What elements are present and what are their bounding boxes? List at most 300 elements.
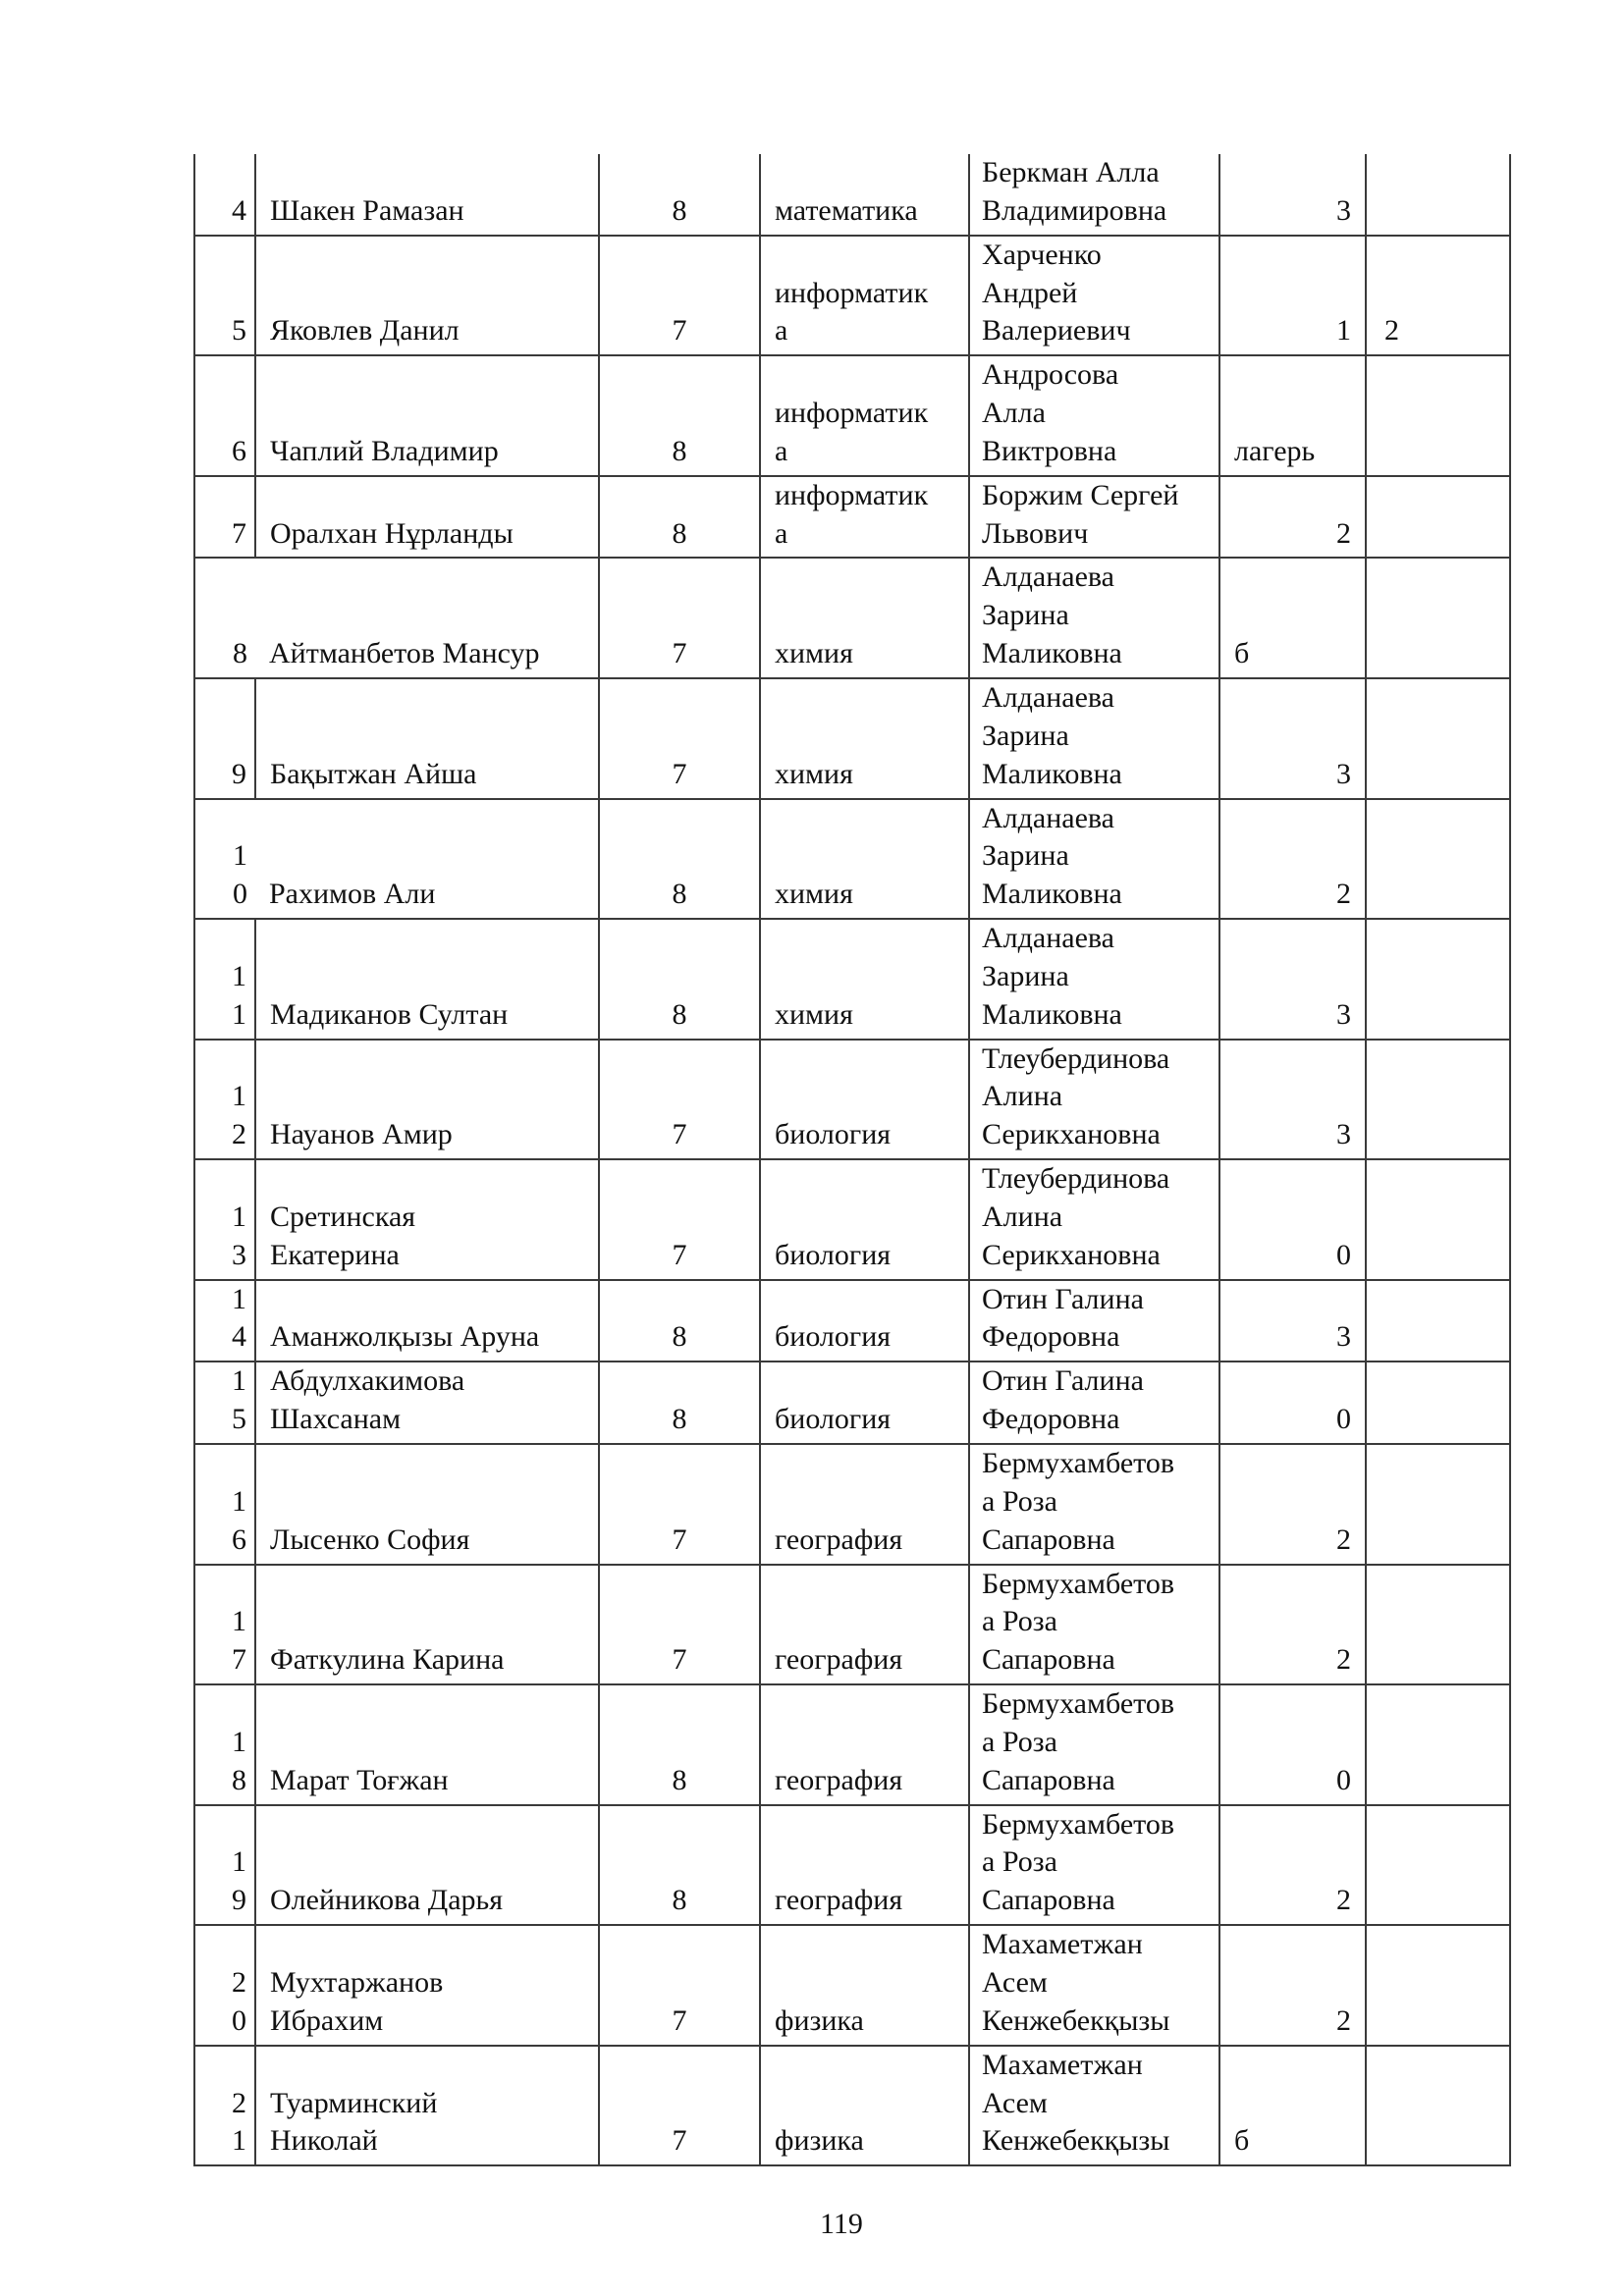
score-cell [1219, 1684, 1366, 1805]
teacher-cell [969, 1040, 1219, 1160]
subject-cell-line: биология [775, 1320, 892, 1354]
row-number-cell [194, 1565, 255, 1685]
student-name-cell-line: Николай [270, 2124, 378, 2158]
student-name-cell-line: Туарминский [270, 2086, 438, 2119]
row-number-cell-line: 8 [232, 1763, 246, 1796]
score-cell [1219, 1565, 1366, 1685]
subject-cell-line: а [775, 314, 788, 347]
row-number-cell [194, 1925, 255, 2046]
grade-cell-text: 8 [672, 434, 687, 467]
grade-cell [599, 1280, 760, 1362]
row-number-cell-line: 5 [232, 1403, 246, 1436]
student-name-cell-line: Марат Тоғжан [270, 1763, 449, 1796]
score-cell [1219, 2046, 1366, 2166]
row-number-cell-line: 7 [232, 1643, 246, 1677]
score-cell [1219, 476, 1366, 559]
teacher-cell-line: Маликовна [982, 637, 1122, 670]
row-number-cell [194, 1684, 255, 1805]
student-name-cell [255, 1805, 599, 1926]
subject-cell-line: а [775, 516, 788, 550]
grade-cell [599, 799, 760, 920]
row-number-cell-line: 1 [232, 1605, 246, 1638]
score-cell-text: 3 [1336, 997, 1351, 1031]
row-number-cell-line: 3 [232, 1238, 246, 1271]
subject-cell-line: информатик [775, 276, 929, 309]
table-row [194, 236, 1510, 356]
student-name-cell [255, 2046, 599, 2166]
teacher-cell [969, 1805, 1219, 1926]
student-name-cell-line: Рахимов Али [269, 878, 436, 911]
student-name-cell [255, 919, 599, 1040]
subject-cell-line: химия [775, 997, 853, 1031]
student-name-cell-line: Бақытжан Айша [270, 757, 477, 790]
subject-cell-line: информатик [775, 478, 929, 511]
score-cell-text: 3 [1336, 193, 1351, 227]
grade-cell-text: 7 [672, 2124, 687, 2158]
grade-cell-text: 7 [672, 757, 687, 790]
row-number-cell-line: 6 [232, 1522, 246, 1556]
row-number-cell-line: 7 [232, 516, 246, 550]
row-number-cell-line: 2 [232, 1965, 246, 1999]
subject-cell [760, 236, 969, 356]
teacher-cell-line: Алданаева [982, 680, 1114, 714]
row-number-cell [194, 1362, 255, 1444]
table-row [194, 1684, 1510, 1805]
score-cell-text: 2 [1336, 516, 1351, 550]
teacher-cell-line: Алла [982, 397, 1046, 430]
grade-cell-text: 7 [672, 1522, 687, 1556]
grade-cell [599, 558, 760, 678]
grade-cell-text: 8 [672, 193, 687, 227]
score-cell-text: лагерь [1234, 434, 1316, 467]
score-cell [1219, 799, 1366, 920]
teacher-cell-line: Отин Галина [982, 1282, 1144, 1315]
table-row [194, 1925, 1510, 2046]
grade-cell-text: 7 [672, 1238, 687, 1271]
score-cell-text: 2 [1336, 1522, 1351, 1556]
score-cell [1219, 1040, 1366, 1160]
score-cell [1219, 355, 1366, 476]
student-name-cell [255, 1040, 599, 1160]
student-name-cell-line: Абдулхакимова [270, 1364, 465, 1398]
teacher-cell-line: Сапаровна [982, 1643, 1115, 1677]
teacher-cell-line: Федоровна [982, 1403, 1120, 1436]
score-cell [1219, 1362, 1366, 1444]
subject-cell [760, 1444, 969, 1565]
score-cell [1219, 1444, 1366, 1565]
teacher-cell-line: Бермухамбетов [982, 1807, 1175, 1841]
student-name-cell-line: Лысенко София [270, 1522, 470, 1556]
row-number-cell [194, 1159, 255, 1280]
grade-cell [599, 154, 760, 236]
extra-cell [1366, 1684, 1510, 1805]
student-name-cell [255, 1925, 599, 2046]
teacher-cell-line: Зарина [982, 959, 1069, 992]
extra-cell [1366, 1444, 1510, 1565]
teacher-cell-line: Алданаева [982, 561, 1114, 594]
teacher-cell-line: Тлеубердинова [982, 1162, 1170, 1196]
row-number-cell-line: 1 [232, 1845, 246, 1879]
table-row [194, 1444, 1510, 1565]
subject-cell [760, 1280, 969, 1362]
extra-cell-text: 2 [1384, 314, 1399, 347]
student-name-cell [255, 1565, 599, 1685]
teacher-cell [969, 1362, 1219, 1444]
subject-cell [760, 919, 969, 1040]
row-number-cell [194, 678, 255, 799]
subject-cell [760, 558, 969, 678]
row-number-cell-line: 4 [232, 1320, 246, 1354]
table-row [194, 154, 1510, 236]
student-name-cell-line: Шахсанам [270, 1403, 402, 1436]
row-number-cell [194, 558, 255, 678]
row-number-cell-line: 9 [232, 757, 246, 790]
table-row [194, 2046, 1510, 2166]
row-number-cell-line: 1 [232, 1484, 246, 1518]
subject-cell-line: химия [775, 637, 853, 670]
row-number-cell-line: 0 [232, 2003, 246, 2037]
student-name-cell-line: Шакен Рамазан [270, 193, 464, 227]
grade-cell [599, 355, 760, 476]
grade-cell [599, 236, 760, 356]
teacher-cell-line: Асем [982, 2086, 1048, 2119]
row-number-cell-line: 9 [232, 1884, 246, 1917]
grade-cell [599, 1925, 760, 2046]
score-cell [1219, 678, 1366, 799]
teacher-cell-line: а Роза [982, 1725, 1057, 1758]
student-name-cell-line: Мухтаржанов [270, 1965, 444, 1999]
score-cell-text: 0 [1336, 1403, 1351, 1436]
subject-cell [760, 476, 969, 559]
teacher-cell-line: Кенжебекқызы [982, 2124, 1170, 2158]
student-name-cell [255, 1444, 599, 1565]
teacher-cell-line: Сапаровна [982, 1522, 1115, 1556]
row-number-cell-line: 2 [232, 2086, 246, 2119]
teacher-cell-line: Бермухамбетов [982, 1567, 1175, 1600]
score-cell [1219, 558, 1366, 678]
teacher-cell-line: Асем [982, 1965, 1048, 1999]
extra-cell [1366, 476, 1510, 559]
row-number-cell [194, 1040, 255, 1160]
student-name-cell-line: Фаткулина Карина [270, 1643, 505, 1677]
row-number-cell [194, 1280, 255, 1362]
row-number-cell [194, 799, 255, 920]
extra-cell [1366, 2046, 1510, 2166]
student-name-cell-line: Мадиканов Султан [270, 997, 509, 1031]
subject-cell [760, 1362, 969, 1444]
grade-cell [599, 2046, 760, 2166]
grade-cell [599, 919, 760, 1040]
row-number-cell-line: 1 [232, 997, 246, 1031]
row-number-cell [194, 2046, 255, 2166]
score-cell-text: б [1234, 2124, 1250, 2158]
teacher-cell [969, 355, 1219, 476]
subject-cell [760, 1925, 969, 2046]
subject-cell [760, 799, 969, 920]
results-table-body [194, 154, 1510, 2165]
row-number-cell-line: 1 [232, 1282, 246, 1315]
table-row [194, 355, 1510, 476]
teacher-cell-line: Маликовна [982, 757, 1122, 790]
row-number-cell-line: 1 [232, 959, 246, 992]
teacher-cell [969, 476, 1219, 559]
score-cell [1219, 919, 1366, 1040]
extra-cell [1366, 1362, 1510, 1444]
grade-cell [599, 1040, 760, 1160]
grade-cell-text: 7 [672, 2003, 687, 2037]
teacher-cell-line: Серикхановна [982, 1238, 1161, 1271]
subject-cell-line: физика [775, 2124, 864, 2158]
subject-cell-line: биология [775, 1238, 892, 1271]
teacher-cell-line: Беркман Алла [982, 156, 1160, 188]
teacher-cell-line: Алданаева [982, 922, 1114, 955]
row-number-cell-line: 1 [232, 1725, 246, 1758]
extra-cell [1366, 1040, 1510, 1160]
student-name-cell-line: Чаплий Владимир [270, 434, 499, 467]
student-name-cell-line: Оралхан Нұрланды [270, 516, 514, 550]
row-number-cell-line: 1 [232, 2124, 246, 2158]
row-number-cell [194, 1805, 255, 1926]
subject-cell-line: биология [775, 1118, 892, 1151]
score-cell-text: 2 [1336, 1643, 1351, 1677]
teacher-cell [969, 919, 1219, 1040]
subject-cell [760, 1565, 969, 1685]
teacher-cell-line: Зарина [982, 719, 1069, 752]
extra-cell [1366, 1805, 1510, 1926]
score-cell-text: 3 [1336, 1320, 1351, 1354]
student-name-cell [255, 1684, 599, 1805]
score-cell [1219, 1280, 1366, 1362]
teacher-cell-line: Махаметжан [982, 1928, 1143, 1961]
subject-cell [760, 2046, 969, 2166]
student-name-cell-line: Яковлев Данил [270, 314, 460, 347]
teacher-cell [969, 236, 1219, 356]
teacher-cell-line: Виктровна [982, 434, 1117, 467]
teacher-cell-line: Алина [982, 1200, 1063, 1233]
row-number-cell-line: 1 [233, 839, 247, 873]
score-cell [1219, 1805, 1366, 1926]
row-number-cell [194, 355, 255, 476]
student-name-cell [255, 236, 599, 356]
row-number-cell-line: 8 [233, 637, 247, 670]
subject-cell [760, 1684, 969, 1805]
subject-cell-line: география [775, 1763, 903, 1796]
subject-cell-line: география [775, 1643, 903, 1677]
grade-cell [599, 678, 760, 799]
student-name-cell [255, 1362, 599, 1444]
teacher-cell-line: а Роза [982, 1845, 1057, 1879]
teacher-cell-line: Бермухамбетов [982, 1447, 1175, 1479]
score-cell-text: 1 [1336, 314, 1351, 347]
row-number-cell-line: 1 [232, 1364, 246, 1398]
teacher-cell [969, 2046, 1219, 2166]
grade-cell [599, 1565, 760, 1685]
teacher-cell-line: Серикхановна [982, 1118, 1161, 1151]
student-name-cell-line: Олейникова Дарья [270, 1884, 504, 1917]
teacher-cell-line: Валериевич [982, 314, 1131, 347]
student-name-cell [255, 154, 599, 236]
teacher-cell [969, 1565, 1219, 1685]
student-name-cell-line: Ибрахим [270, 2003, 384, 2037]
subject-cell-line: информатик [775, 397, 929, 430]
table-row [194, 1280, 1510, 1362]
teacher-cell-line: Бермухамбетов [982, 1687, 1175, 1721]
grade-cell-text: 8 [672, 878, 687, 911]
grade-cell-text: 8 [672, 997, 687, 1031]
score-cell-text: 2 [1336, 878, 1351, 911]
row-number-cell-line: 0 [233, 878, 247, 911]
student-name-cell-line: Сретинская [270, 1200, 416, 1233]
teacher-cell-line: Алданаева [982, 801, 1114, 834]
row-number-cell [194, 1444, 255, 1565]
teacher-cell-line: Боржим Сергей [982, 478, 1179, 511]
row-number-cell-line: 1 [232, 1080, 246, 1113]
row-number-cell-line: 4 [232, 193, 246, 227]
subject-cell-line: биология [775, 1403, 892, 1436]
teacher-cell-line: Львович [982, 516, 1089, 550]
row-number-cell [194, 154, 255, 236]
teacher-cell-line: Тлеубердинова [982, 1041, 1170, 1075]
row-number-cell [194, 236, 255, 356]
teacher-cell-line: Сапаровна [982, 1763, 1115, 1796]
score-cell-text: 2 [1336, 2003, 1351, 2037]
extra-cell [1366, 1159, 1510, 1280]
subject-cell [760, 1040, 969, 1160]
extra-cell [1366, 799, 1510, 920]
extra-cell [1366, 1280, 1510, 1362]
teacher-cell [969, 1444, 1219, 1565]
teacher-cell [969, 154, 1219, 236]
table-row [194, 1362, 1510, 1444]
grade-cell-text: 8 [672, 516, 687, 550]
teacher-cell-line: Алина [982, 1080, 1063, 1113]
table-row [194, 919, 1510, 1040]
subject-cell [760, 154, 969, 236]
teacher-cell-line: Владимировна [982, 193, 1167, 227]
grade-cell [599, 1444, 760, 1565]
teacher-cell-line: Маликовна [982, 997, 1122, 1031]
row-number-cell-line: 2 [232, 1118, 246, 1151]
grade-cell-text: 8 [672, 1320, 687, 1354]
student-name-cell [255, 678, 599, 799]
subject-cell-line: география [775, 1884, 903, 1917]
table-row [194, 1040, 1510, 1160]
subject-cell [760, 355, 969, 476]
grade-cell-text: 8 [672, 1763, 687, 1796]
extra-cell [1366, 558, 1510, 678]
grade-cell-text: 7 [672, 314, 687, 347]
student-name-cell [255, 558, 599, 678]
results-table [193, 154, 1511, 2166]
table-row [194, 1805, 1510, 1926]
teacher-cell-line: Отин Галина [982, 1364, 1144, 1398]
student-name-cell-line: Аманжолқызы Аруна [270, 1320, 540, 1354]
student-name-cell [255, 1280, 599, 1362]
teacher-cell-line: Маликовна [982, 878, 1122, 911]
subject-cell-line: география [775, 1522, 903, 1556]
score-cell [1219, 154, 1366, 236]
row-number-cell [194, 919, 255, 1040]
extra-cell [1366, 236, 1510, 356]
grade-cell-text: 7 [672, 1643, 687, 1677]
student-name-cell [255, 476, 599, 559]
teacher-cell-line: Андрей [982, 276, 1078, 309]
teacher-cell-line: Зарина [982, 599, 1069, 632]
teacher-cell-line: Кенжебекқызы [982, 2003, 1170, 2037]
score-cell-text: 2 [1336, 1884, 1351, 1917]
extra-cell [1366, 919, 1510, 1040]
grade-cell [599, 476, 760, 559]
teacher-cell [969, 1684, 1219, 1805]
score-cell-text: 3 [1336, 757, 1351, 790]
table-row [194, 476, 1510, 559]
extra-cell [1366, 1565, 1510, 1685]
subject-cell-line: физика [775, 2003, 864, 2037]
teacher-cell-line: Сапаровна [982, 1884, 1115, 1917]
grade-cell [599, 1684, 760, 1805]
table-row [194, 558, 1510, 678]
page-number: 119 [820, 2208, 863, 2240]
student-name-cell-line: Айтманбетов Мансур [269, 637, 540, 670]
extra-cell [1366, 1925, 1510, 2046]
table-row [194, 678, 1510, 799]
score-cell-text: б [1234, 637, 1250, 670]
subject-cell-line: математика [775, 193, 918, 227]
student-name-cell-line: Науанов Амир [270, 1118, 453, 1151]
grade-cell-text: 7 [672, 1118, 687, 1151]
teacher-cell-line: а Роза [982, 1605, 1057, 1638]
student-name-cell [255, 1159, 599, 1280]
score-cell [1219, 236, 1366, 356]
student-name-cell-line: Екатерина [270, 1238, 400, 1271]
row-number-cell-line: 1 [232, 1200, 246, 1233]
extra-cell [1366, 355, 1510, 476]
subject-cell [760, 1805, 969, 1926]
subject-cell-line: а [775, 434, 788, 467]
subject-cell [760, 678, 969, 799]
teacher-cell [969, 678, 1219, 799]
extra-cell [1366, 678, 1510, 799]
score-cell [1219, 1159, 1366, 1280]
extra-cell [1366, 154, 1510, 236]
teacher-cell-line: а Роза [982, 1484, 1057, 1518]
table-row [194, 1159, 1510, 1280]
score-cell [1219, 1925, 1366, 2046]
grade-cell-text: 7 [672, 637, 687, 670]
row-number-cell [194, 476, 255, 559]
row-number-cell-line: 5 [232, 314, 246, 347]
grade-cell-text: 8 [672, 1403, 687, 1436]
table-row [194, 1565, 1510, 1685]
score-cell-text: 0 [1336, 1238, 1351, 1271]
grade-cell [599, 1159, 760, 1280]
grade-cell [599, 1362, 760, 1444]
teacher-cell [969, 1280, 1219, 1362]
subject-cell-line: химия [775, 757, 853, 790]
teacher-cell-line: Махаметжан [982, 2048, 1143, 2081]
teacher-cell-line: Харченко [982, 238, 1102, 271]
teacher-cell-line: Зарина [982, 839, 1069, 873]
score-cell-text: 3 [1336, 1118, 1351, 1151]
teacher-cell [969, 558, 1219, 678]
student-name-cell [255, 799, 599, 920]
teacher-cell [969, 1159, 1219, 1280]
row-number-cell-line: 6 [232, 434, 246, 467]
student-name-cell [255, 355, 599, 476]
teacher-cell [969, 1925, 1219, 2046]
subject-cell [760, 1159, 969, 1280]
grade-cell-text: 8 [672, 1884, 687, 1917]
